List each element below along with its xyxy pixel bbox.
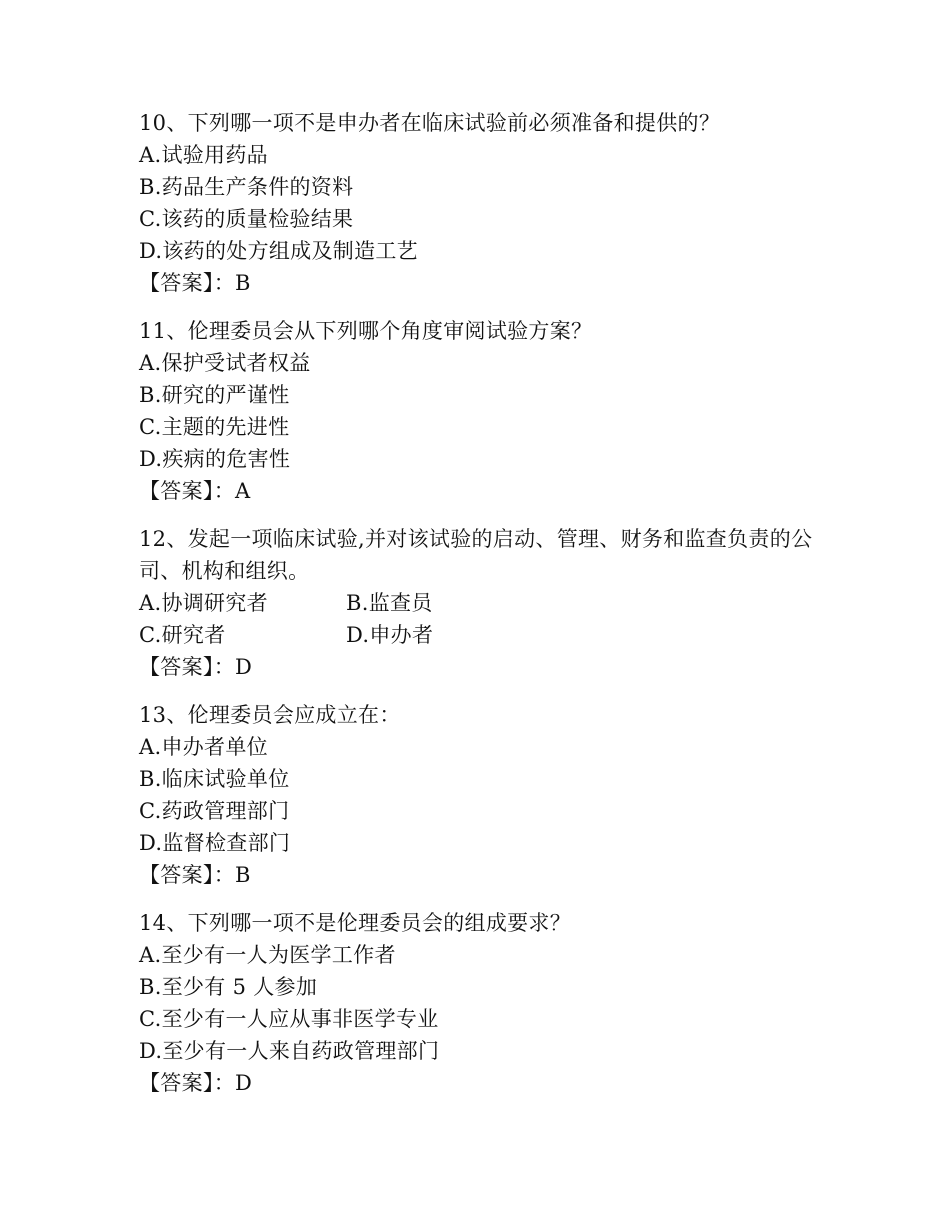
question-12	[139, 523, 819, 683]
answer-line: 【答案】：D	[139, 1071, 253, 1095]
option-a: A.保护受试者权益	[139, 351, 311, 375]
question-stem: 12、发起一项临床试验,并对该试验的启动、管理、财务和监查负责的公司、机构和组织。	[139, 527, 813, 583]
option-b: B.研究的严谨性	[139, 383, 290, 407]
answer-line: 【答案】：B	[139, 271, 251, 295]
answer-line: 【答案】：D	[139, 655, 253, 679]
option-b: B.药品生产条件的资料	[139, 175, 354, 199]
option-b: B.至少有 5 人参加	[139, 975, 318, 999]
option-c: C.药政管理部门	[139, 799, 290, 823]
question-stem: 13、伦理委员会应成立在：	[139, 703, 401, 727]
option-d: D.申办者	[346, 623, 434, 647]
option-a: A.至少有一人为医学工作者	[139, 943, 396, 967]
option-c: C.主题的先进性	[139, 415, 290, 439]
question-14	[139, 907, 819, 1099]
answer-line: 【答案】：B	[139, 863, 251, 887]
option-c: C.该药的质量检验结果	[139, 207, 354, 231]
option-b: B.临床试验单位	[139, 767, 290, 791]
option-d: D.该药的处方组成及制造工艺	[139, 239, 418, 263]
question-13	[139, 699, 819, 891]
option-d: D.疾病的危害性	[139, 447, 291, 471]
question-stem: 14、下列哪一项不是伦理委员会的组成要求？	[139, 911, 572, 935]
question-stem: 10、下列哪一项不是申办者在临床试验前必须准备和提供的？	[139, 111, 721, 135]
option-a: A.协调研究者	[139, 591, 268, 615]
question-11	[139, 315, 819, 507]
option-c: C.至少有一人应从事非医学专业	[139, 1007, 439, 1031]
options-grid	[139, 587, 819, 651]
answer-line: 【答案】：A	[139, 479, 251, 503]
option-b: B.监查员	[346, 591, 433, 615]
option-d: D.监督检查部门	[139, 831, 291, 855]
question-stem: 11、伦理委员会从下列哪个角度审阅试验方案？	[139, 319, 593, 343]
document-page	[139, 107, 819, 1115]
option-d: D.至少有一人来自药政管理部门	[139, 1039, 440, 1063]
option-a: A.试验用药品	[139, 143, 268, 167]
option-c: C.研究者	[139, 623, 226, 647]
option-a: A.申办者单位	[139, 735, 268, 759]
question-10	[139, 107, 819, 299]
